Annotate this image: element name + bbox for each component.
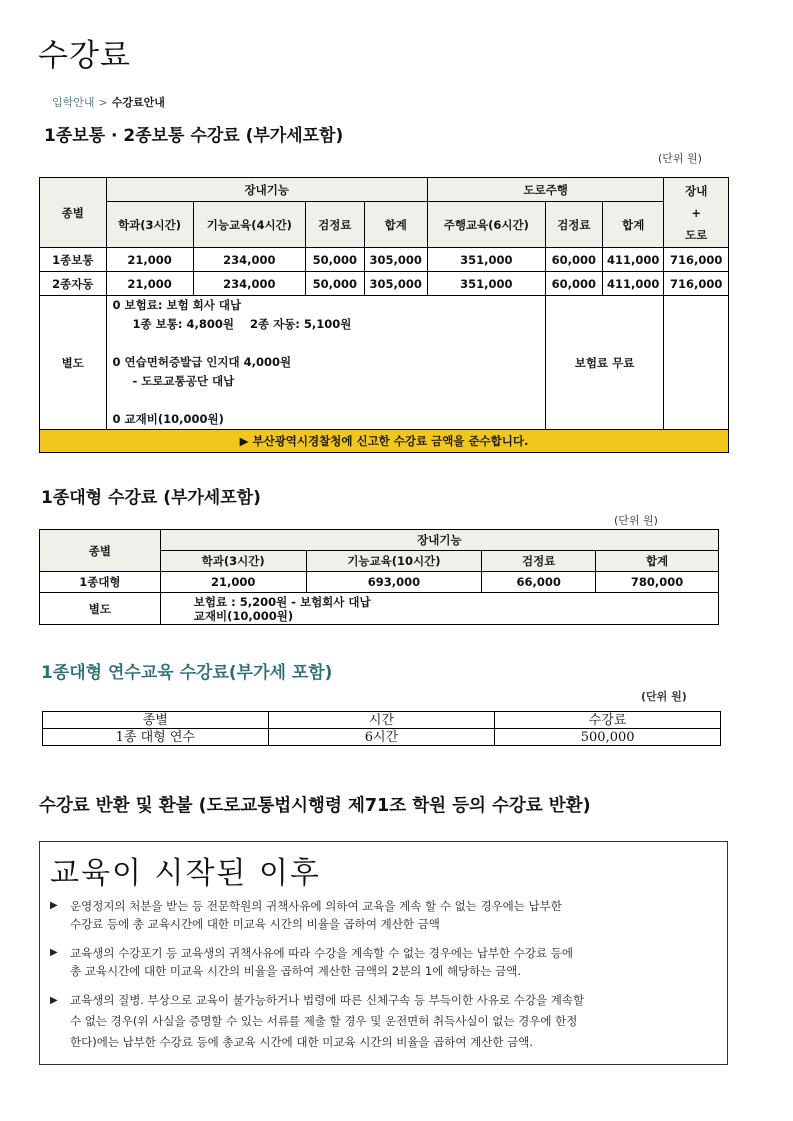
table-row: 1종 대형 연수 6시간 500,000 bbox=[43, 729, 721, 746]
col-grand-total: 장내 + 도로 bbox=[664, 178, 729, 248]
breadcrumb-separator: > bbox=[98, 96, 108, 109]
fee-table-normal bbox=[39, 177, 729, 453]
extra-label: 별도 bbox=[40, 593, 161, 625]
column-header: 합계 bbox=[603, 202, 664, 248]
bullet-arrow-icon: ▶ bbox=[50, 947, 58, 958]
column-header: 검정료 bbox=[545, 202, 602, 248]
group-header-course: 장내기능 bbox=[106, 178, 427, 202]
section3-title: 1종대형 연수교육 수강료(부가세 포함) bbox=[41, 663, 333, 683]
extra-label: 별도 bbox=[40, 296, 107, 430]
column-header: 합계 bbox=[596, 551, 719, 572]
insurance-free: 보험료 무료 bbox=[545, 296, 664, 430]
extra-row bbox=[40, 296, 729, 430]
column-header: 종별 bbox=[43, 712, 269, 729]
col-type: 종별 bbox=[40, 530, 161, 572]
column-header: 기능교육(10시간) bbox=[306, 551, 482, 572]
section3-unit: (단위 원) bbox=[641, 690, 687, 703]
group-header-course: 장내기능 bbox=[160, 530, 718, 551]
column-header: 검정료 bbox=[306, 202, 364, 248]
notice-banner: ▶ 부산광역시경찰청에 신고한 수강료 금액을 준수합니다. bbox=[40, 430, 729, 453]
list-item: ▶ 교육생의 수강포기 등 교육생의 귀책사유에 따라 수강을 계속할 수 없는 경우에는 납부한 수강료 등에 총 교육시간에 대한 미교육 시간의 비율을 곱하여 계산한 금액의 2분의 1에 해당하는 금액. bbox=[50, 946, 573, 978]
column-header: 시간 bbox=[268, 712, 495, 729]
refund-box-title: 교육이 시작된 이후 bbox=[50, 856, 321, 891]
list-item: ▶ 교육생의 질병. 부상으로 교육이 불가능하거나 법령에 따른 신체구속 등 부득이한 사유로 수강을 계속할 수 없는 경우(위 사실을 증명할 수 있는 서류를 제출 할 경우 및 운전면허 취득사실이 없는 경우에 한정 한다)에는 납부한 수강료 등에 총교육 시간에 대한 미교육 시간의 비율을 곱하여 계산한 금액. bbox=[50, 990, 584, 1053]
col-type: 종별 bbox=[40, 178, 107, 248]
section1-unit: (단위 원) bbox=[658, 152, 702, 165]
breadcrumb bbox=[52, 94, 165, 110]
fee-table-training bbox=[42, 711, 721, 746]
bullet-arrow-icon: ▶ bbox=[50, 995, 58, 1006]
table-row: 2종자동 21,000 234,000 50,000 305,000 351,000 60,000 411,000 716,000 bbox=[40, 272, 729, 296]
section1-title: 1종보통 · 2종보통 수강료 (부가세포함) bbox=[44, 126, 344, 146]
table-row: 1종대형 21,000 693,000 66,000 780,000 bbox=[40, 572, 719, 593]
page-title: 수강료 bbox=[38, 38, 131, 74]
table-row: 1종보통 21,000 234,000 50,000 305,000 351,000 60,000 411,000 716,000 bbox=[40, 248, 729, 272]
bullet-arrow-icon: ▶ bbox=[50, 900, 58, 911]
fee-table-large bbox=[39, 529, 719, 625]
refund-box bbox=[39, 841, 728, 1065]
extra-notes: 보험료 : 5,200원 - 보험회사 대납 교재비(10,000원) bbox=[160, 593, 718, 625]
extra-notes: 0 보험료: 보험 회사 대납 1종 보통: 4,800원 2종 자동: 5,100원 0 연습면허증발급 인지대 4,000원 - 도로교통공단 대납 0 교재비(10,000원) bbox=[106, 296, 545, 430]
column-header: 수강료 bbox=[495, 712, 721, 729]
section2-title: 1종대형 수강료 (부가세포함) bbox=[41, 488, 261, 508]
section2-unit: (단위 원) bbox=[614, 514, 658, 527]
column-header: 검정료 bbox=[482, 551, 596, 572]
column-header: 학과(3시간) bbox=[106, 202, 193, 248]
list-item: ▶ 운영정지의 처분을 받는 등 전문학원의 귀책사유에 의하여 교육을 계속 할 수 없는 경우에는 납부한 수강료 등에 총 교육시간에 대한 미교육 시간의 비율을 곱하여 계산한 금액 bbox=[50, 899, 562, 931]
column-header: 주행교육(6시간) bbox=[427, 202, 545, 248]
section4-title: 수강료 반환 및 환불 (도로교통법시행령 제71조 학원 등의 수강료 반환) bbox=[39, 796, 591, 816]
column-header: 학과(3시간) bbox=[160, 551, 306, 572]
column-header: 기능교육(4시간) bbox=[193, 202, 306, 248]
column-header: 합계 bbox=[364, 202, 427, 248]
extra-row bbox=[40, 593, 719, 625]
group-header-road: 도로주행 bbox=[427, 178, 663, 202]
breadcrumb-current: 수강료안내 bbox=[111, 96, 165, 109]
breadcrumb-parent[interactable]: 입학안내 bbox=[52, 96, 95, 109]
